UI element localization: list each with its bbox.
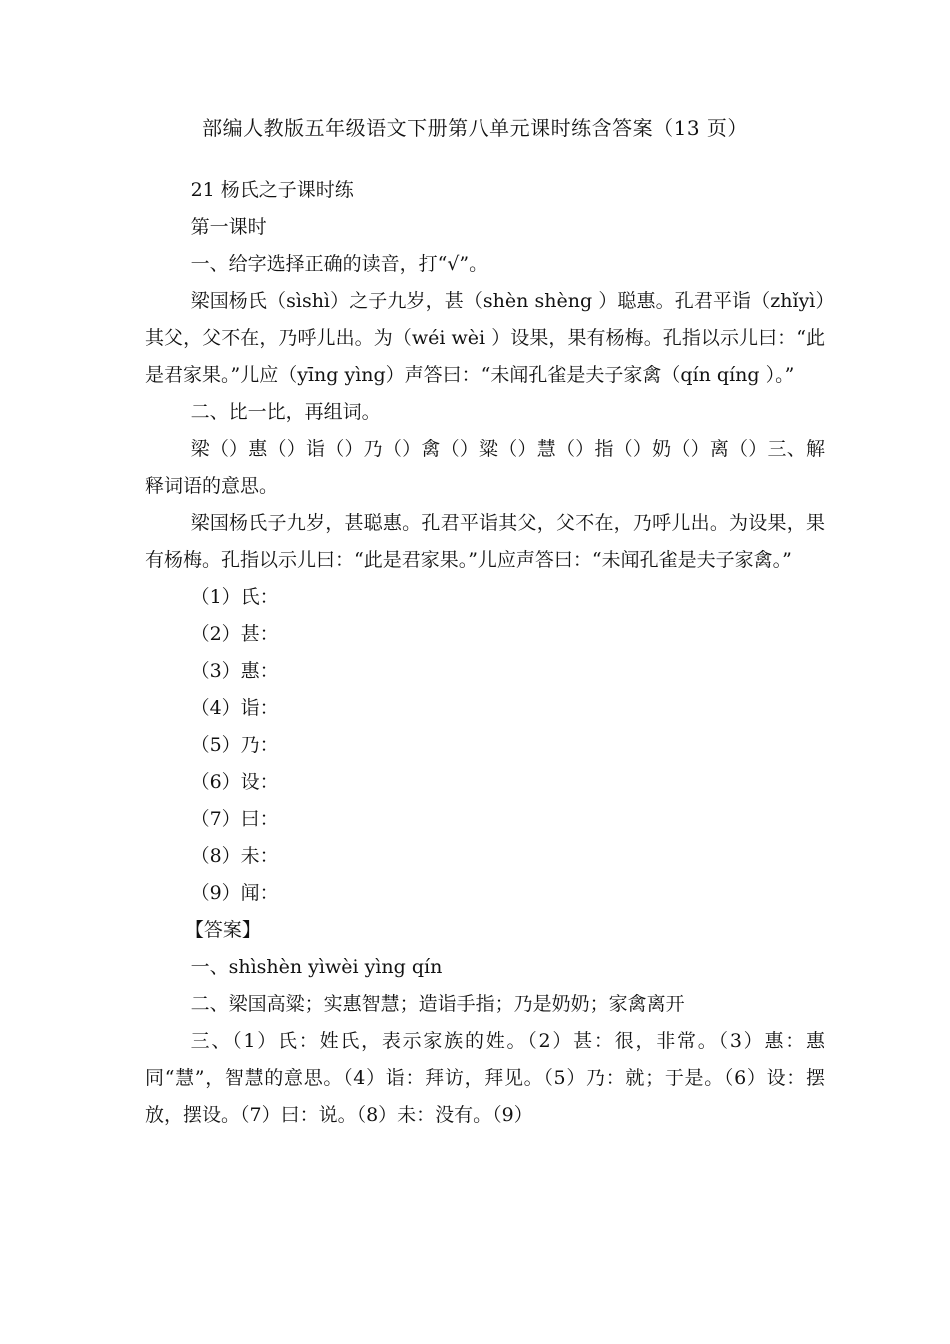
definition-item-8: （8）未： [190, 845, 279, 867]
definition-item-6: （6）设： [190, 771, 279, 793]
section1-passage: 梁国杨氏（sìshì）之子九岁，甚（shèn shèng ）聪惠。孔君平诣（zhǐyì）其父，父不在，乃呼儿出。为（wéi wèi ）设果，果有杨梅。孔指以示儿曰：“此是君家果。”儿应（yīng yìng）声答曰：“未闻孔雀是夫子家禽（qín qíng ）。” [145, 290, 825, 386]
section2-exercise: 梁（）惠（）诣（）乃（）禽（）粱（）慧（）指（）奶（）离（）三、解释词语的意思。 [145, 438, 825, 497]
definition-item-7: （7）曰： [190, 808, 279, 830]
definition-item-5: （5）乃： [190, 734, 279, 756]
section1-title: 一、给字选择正确的读音，打“√”。 [190, 253, 489, 275]
answer-section2: 二、梁国高粱；实惠智慧；造诣手指；乃是奶奶；家禽离开 [190, 993, 685, 1015]
section3-passage: 梁国杨氏子九岁，甚聪惠。孔君平诣其父，父不在，乃呼儿出。为设果，果有杨梅。孔指以示儿曰：“此是君家果。”儿应声答曰：“未闻孔雀是夫子家禽。” [145, 512, 825, 571]
definition-item-2: （2）甚： [190, 623, 279, 645]
section2-title: 二、比一比，再组词。 [190, 401, 381, 423]
lesson-heading: 21 杨氏之子课时练 [190, 179, 354, 201]
answer-section1: 一、shìshèn yìwèi yìng qín [190, 956, 443, 978]
answer-heading: 【答案】 [184, 919, 261, 941]
document-title: 部编人教版五年级语文下册第八单元课时练含答案（13 页） [202, 116, 748, 140]
period-heading: 第一课时 [190, 216, 267, 238]
definition-item-4: （4）诣： [190, 697, 279, 719]
definition-item-3: （3）惠： [190, 660, 279, 682]
definition-item-1: （1）氏： [190, 586, 279, 608]
answer-section3: 三、（1）氏：姓氏，表示家族的姓。（2）甚：很，非常。（3）惠：惠同“慧”，智慧的意思。（4）诣：拜访，拜见。（5）乃：就；于是。（6）设：摆放，摆设。（7）曰：说。（8）未：没有。（9） [145, 1030, 825, 1126]
document-body [145, 172, 825, 1134]
definition-item-9: （9）闻： [190, 882, 279, 904]
